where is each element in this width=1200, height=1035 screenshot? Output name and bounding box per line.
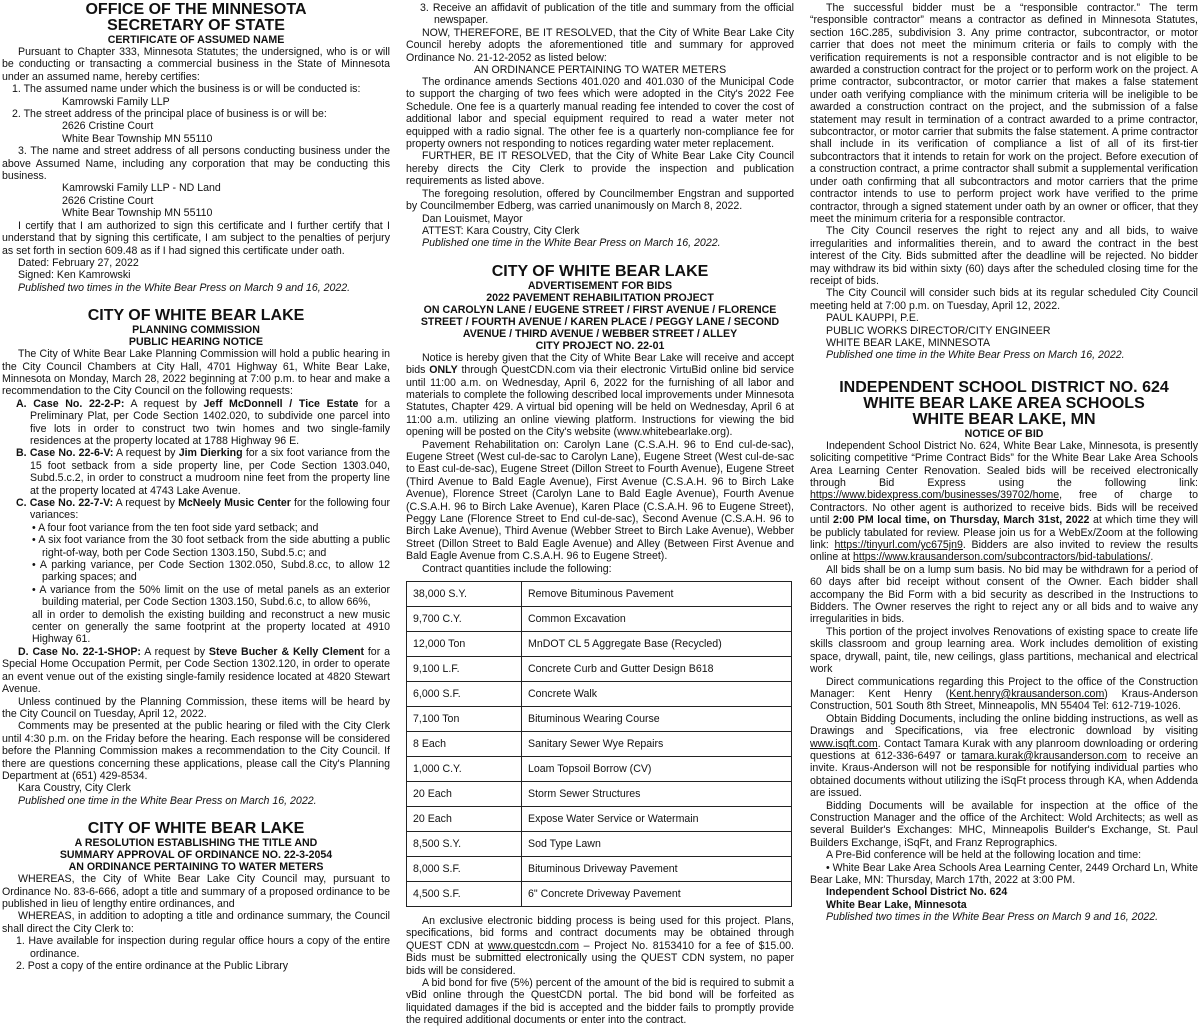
table-row <box>407 682 792 707</box>
table-row <box>407 882 792 907</box>
address-line: White Bear Township MN 55110 <box>62 207 213 220</box>
qty-cell: 7,100 Ton <box>407 707 522 732</box>
item-cell: MnDOT CL 5 Aggregate Base (Recycled) <box>522 632 792 657</box>
qty-cell: 9,100 L.F. <box>407 657 522 682</box>
case-c-bullet: • A parking variance, per Code Section 1302.050, Subd.8.cc, to allow 12 parking spaces; and <box>32 559 390 584</box>
notice-subtitle: SUMMARY APPROVAL OF ORDINANCE NO. 22-3-2054 <box>59 849 333 862</box>
case-c-summary: all in order to demolish the existing building and reconstruct a new music center on generally the same footprint at the property located at 4910 Highway 61. <box>32 608 390 646</box>
address-line: 2626 Cristine Court <box>62 120 154 133</box>
item-cell: Bituminous Wearing Course <box>522 707 792 732</box>
bid-tabulations-link[interactable]: https://www.krausanderson.com/subcontractors/bid-tabulations/ <box>853 551 1151 564</box>
qty-cell: 8,500 S.Y. <box>407 832 522 857</box>
qty-cell: 8 Each <box>407 732 522 757</box>
item-cell: Expose Water Service or Watermain <box>522 807 792 832</box>
paragraph: Pursuant to Chapter 333, Minnesota Statutes; the undersigned, who is or will be conducting or transacting a commercial business in the State of Minnesota under an assumed name, hereby certifies: <box>2 46 390 83</box>
table-row <box>407 657 792 682</box>
item-cell: Loam Topsoil Borrow (CV) <box>522 757 792 782</box>
attest-line: ATTEST: Kara Coustry, City Clerk <box>422 224 580 237</box>
kent-henry-email-link[interactable]: Kent.henry@krausanderson.com <box>949 687 1105 700</box>
publication-note: Published one time in the White Bear Press on March 16, 2022. <box>826 349 1125 362</box>
table-row <box>407 832 792 857</box>
notice-subtitle: ON CAROLYN LANE / EUGENE STREET / FIRST AVENUE / FLORENCE <box>423 303 777 316</box>
questcdn-link[interactable]: www.questcdn.com <box>487 939 580 952</box>
notice-title: CITY OF WHITE BEAR LAKE <box>491 262 709 280</box>
bidexpress-link[interactable]: https://www.bidexpress.com/businesses/39702/home <box>810 489 1060 502</box>
paragraph: I certify that I am authorized to sign this certificate and I further certify that I understand that by signing this certificate, I am subject to the penalties of perjury as set forth in section 609.48 as if I had signed this certificate under oath. <box>2 219 390 257</box>
notice-subtitle: A RESOLUTION ESTABLISHING THE TITLE AND <box>74 837 318 850</box>
case-c-bullet: • A four foot variance from the ten foot side yard setback; and <box>32 521 319 534</box>
paragraph: Unless continued by the Planning Commission, these items will be heard by the City Council on Tuesday, April 12, 2022. <box>2 695 390 720</box>
column-1 <box>2 2 390 1035</box>
qty-cell: 4,500 S.F. <box>407 882 522 907</box>
qty-cell: 20 Each <box>407 782 522 807</box>
notice-subtitle: PLANNING COMMISSION <box>132 324 260 337</box>
paragraph: All bids shall be on a lump sum basis. No bid may be withdrawn for a period of 60 days after bid receipt without consent of the Owner. Each bidder shall accompany the Bid Form with a bid security as described in the Instructions to Bidders. The Owner reserves the right to reject any or all bids and to waive any irregularities in bids. <box>810 563 1198 626</box>
signed-line: Signed: Ken Kamrowski <box>18 269 131 282</box>
address-line: Kamrowski Family LLP <box>62 95 170 108</box>
dated-line: Dated: February 27, 2022 <box>18 256 139 269</box>
paragraph: Independent School District No. 624, White Bear Lake, Minnesota, is presently soliciting competitive “Prime Contract Bids” for the White Bear Lake Area Schools Area Learning Center Renovation. Sealed bids will be received electronically through Bid Express using the following link: https://www.bidexpress.com/businesses/39702/home, free of charge to Contractors. No other agent is authorized to receive bids. Bids will be received until 2:00 PM local time, on Thursday, March 31st, 2022 at which time they will be publicly tabulated for review. Please join us for a WebEx/Zoom at the following link: https://tinyurl.com/yc675jn9. Bidders are also invited to review the results online at https://www.krausanderson.com/subcontractors/bid-tabulations/. <box>810 439 1198 564</box>
publication-note: Published two times in the White Bear Press on March 9 and 16, 2022. <box>18 281 351 294</box>
signature-line: PAUL KAUPPI, P.E. <box>826 312 919 325</box>
list-item: 2. Post a copy of the entire ordinance at the Public Library <box>16 960 289 972</box>
item-cell: Bituminous Driveway Pavement <box>522 857 792 882</box>
item-cell: 6" Concrete Driveway Pavement <box>522 882 792 907</box>
qty-cell: 38,000 S.Y. <box>407 582 522 607</box>
notice-secretary-of-state <box>2 2 390 294</box>
list-item: 3. Receive an affidavit of publication of the title and summary from the official newspaper. <box>420 2 794 27</box>
paragraph: The City of White Bear Lake Planning Commission will hold a public hearing in the City Council Chambers at City Hall, 4701 Highway 61, White Bear Lake, Minnesota on Monday, March 28, 2022 beginning at 7:00 p.m. to hear and make a recommendation to the City Council on the following requests: <box>2 348 390 398</box>
paragraph: Obtain Bidding Documents, including the online bidding instructions, as well as Drawings and Specifications, via free electronic download by visiting www.isqft.com. Contact Tamara Kurak with any planroom downloading or ordering questions at 612-336-6497 or tamara.kurak@krausanderson.com to receive an invite. Kraus-Anderson will not be responsible for notifying individual parties who obtained documents without utilizing the iSqFt process through KA, when Addenda are issued. <box>810 712 1198 800</box>
paragraph: Pavement Rehabilitation on: Carolyn Lane (C.S.A.H. 96 to End cul-de-sac), Eugene Street (West cul-de-sac to Carolyn Lane), Eugene Street (West cul-de-sac to East cul-de-sac), Eugene Street (Dillon Street to Fourth Avenue), Eugene Street (Third Avenue to Bald Eagle Avenue), First Avenue (C.S.A.H. 96 to Birch Lake Avenue), Florence Street (Carolyn Lane to Bald Eagle Avenue), Fourth Avenue (C.S.A.H. 96 to Birch Lake Avenue), Karen Place (C.S.A.H. 96 to Eugene Street), Peggy Lane (Florence Street to End cul-de-sac), Second Avenue (C.S.A.H. 96 to Birch Lake Avenue), Third Avenue (Webber Street to Birch Lake Avenue), Webber Street (Dillon Street to Bald Eagle Avenue) and Alley (Between First Avenue and Bald Eagle Avenue from C.S.A.H. 96 to Eugene Street). <box>406 438 794 563</box>
table-row <box>407 732 792 757</box>
table-row <box>407 757 792 782</box>
paragraph: A bid bond for five (5%) percent of the amount of the bid is required to submit a vBid online through the QuestCDN portal. The bid bond will be forfeited as liquidated damages if the bid is accepted and the bidder fails to promptly provide the required additional documents or enter into the contract. <box>406 977 794 1027</box>
signature-line: PUBLIC WORKS DIRECTOR/CITY ENGINEER <box>826 324 1051 337</box>
paragraph: Notice is hereby given that the City of White Bear Lake will receive and accept bids ONLY through QuestCDN.com via their electronic VirtuBid online bid service until 11:00 a.m. on Wednesday, April 6, 2022 for the furnishing of all labor and materials to complete the following described local improvements under Minnesota Statutes, Chapter 429. A virtual bid opening will be held on Wednesday, April 6 at 11:00 a.m. utilizing an online viewing platform. Instructions for viewing the bid opening will be posted on the City's website (www.whitebearlake.org). <box>406 351 794 439</box>
mayor-line: Dan Louismet, Mayor <box>422 212 523 225</box>
notice-school-district-bid <box>810 380 1198 924</box>
signature-line: WHITE BEAR LAKE, MINNESOTA <box>826 336 991 349</box>
ordinance-title: AN ORDINANCE PERTAINING TO WATER METERS <box>473 64 727 77</box>
signature-line: White Bear Lake, Minnesota <box>826 898 967 911</box>
paragraph: WHEREAS, the City of White Bear Lake City Council may, pursuant to Ordinance No. 83-6-666, adopt a title and summary of a proposed ordinance to be published in lieu of lengthy entire ordinances, and <box>2 873 390 910</box>
qty-cell: 12,000 Ton <box>407 632 522 657</box>
notice-subtitle: AVENUE / THIRD AVENUE / WEBBER STREET / ALLEY <box>462 327 738 340</box>
publication-note: Published one time in the White Bear Press on March 16, 2022. <box>422 237 721 250</box>
qty-cell: 9,700 C.Y. <box>407 607 522 632</box>
paragraph: The City Council reserves the right to reject any and all bids, to waive irregularities and informalities therein, and to award the contract in the best interest of the City. Bids submitted after the deadline will be rejected. No bidder may withdraw its bid within sixty (60) days after the scheduled closing time for the receipt of bids. <box>810 225 1198 287</box>
list-item: 1. The assumed name under which the business is or will be conducted is: <box>12 83 361 96</box>
contract-quantities-table <box>406 581 792 907</box>
list-item: 2. The street address of the principal place of business is or will be: <box>12 108 327 121</box>
notice-title: SECRETARY OF STATE <box>107 17 285 34</box>
publication-note: Published two times in the White Bear Press on March 9 and 16, 2022. <box>826 911 1159 924</box>
column-2 <box>406 2 794 1035</box>
item-cell: Sanitary Sewer Wye Repairs <box>522 732 792 757</box>
notice-subtitle: CERTIFICATE OF ASSUMED NAME <box>107 34 285 46</box>
paragraph: FURTHER, BE IT RESOLVED, that the City of White Bear Lake City Council hereby directs the City Clerk to provide the inspection and publication requirements as listed above. <box>406 150 794 188</box>
list-item: • White Bear Lake Area Schools Area Learning Center, 2449 Orchard Ln, White Bear Lake, MN: Thursday, March 17th, 2022 at 3:00 PM. <box>810 861 1198 886</box>
item-cell: Remove Bituminous Pavement <box>522 582 792 607</box>
case-d: D. Case No. 22-1-SHOP: A request by Steve Bucher & Kelly Clement for a Special Home Occupation Permit, per Code Section 1302.120, in order to operate an event venue out of the existing single-family residence located at 4820 Stewart Avenue. <box>2 645 390 696</box>
notice-resolution-continued <box>406 2 794 250</box>
notice-title: WHITE BEAR LAKE, MN <box>912 410 1096 428</box>
paragraph: The successful bidder must be a “responsible contractor.” The term “responsible contractor” means a contractor as defined in Minnesota Statutes, section 16C.285, subdivision 3. Any prime contractor, subcontractor, or motor carrier that does not meet the minimum criteria or fails to comply with the verification requirements is not a responsible contractor and is not eligible to be awarded a construction contract for the project or to perform work on the project. A prime contractor, subcontractor, or motor carrier that makes a false statement under oath verifying compliance with the minimum criteria will be ineligible to be awarded a construction contract on the project, and the submission of a false statement may result in termination of a contract awarded to a prime contractor, subcontractor, or motor carrier that submits the false statement. A prime contractor shall include in its verification of compliance a list of all of its first-tier subcontractors that it intends to retain for work on the project. Before execution of a construction contract, a prime contractor shall submit a supplemental verification under oath confirming that all subcontractors and motor carriers that the prime contractor intends to use to perform project work have verified to the prime contractor, through a signed statement under oath by an owner or officer, that they meet the minimum criteria for a responsible contractor. <box>810 2 1198 225</box>
notice-planning-commission <box>2 308 390 807</box>
qty-cell: 6,000 S.F. <box>407 682 522 707</box>
table-row <box>407 632 792 657</box>
table-row <box>407 582 792 607</box>
case-c: C. Case No. 22-7-V: A request by McNeely Music Center for the following four variances: <box>16 497 390 522</box>
notice-subtitle: AN ORDINANCE PERTAINING TO WATER METERS <box>68 861 324 874</box>
paragraph: This portion of the project involves Renovations of existing space to create life skills classroom and group learning area. Work includes demolition of existing space, drywall, paint, tile, new ceilings, glass partitions, mechanical and electrical work <box>810 625 1198 676</box>
paragraph: Bidding Documents will be available for inspection at the office of the Construction Manager and the office of the Architect: Wold Architects; as well as several Builder's Exchanges: MHC, Minneapolis Builder's Exchange, St. Paul Builders Exchange, iSqFt, and Franz Reprographics. <box>810 799 1198 849</box>
table-row <box>407 857 792 882</box>
item-cell: Concrete Walk <box>522 682 792 707</box>
item-cell: Common Excavation <box>522 607 792 632</box>
paragraph: An exclusive electronic bidding process is being used for this project. Plans, specifications, bid forms and contract documents may be obtained through QUEST CDN at www.questcdn.com – Project No. 8153410 for a fee of $15.00. Bids must be submitted electronically using the QUEST CDN system, no paper bids will be considered. <box>406 915 794 977</box>
notice-title: WHITE BEAR LAKE AREA SCHOOLS <box>863 394 1145 412</box>
notice-title: CITY OF WHITE BEAR LAKE <box>87 820 305 838</box>
paragraph: The foregoing resolution, offered by Councilmember Engstran and supported by Councilmember Edberg, was carried unanimously on March 8, 2022. <box>406 187 794 213</box>
notice-subtitle: 2022 PAVEMENT REHABILITATION PROJECT <box>486 291 714 304</box>
notice-resolution <box>2 821 390 972</box>
qty-cell: 1,000 C.Y. <box>407 757 522 782</box>
paragraph: The City Council will consider such bids at its regular scheduled City Council meeting held at 7:00 p.m. on Tuesday, April 12, 2022. <box>810 287 1198 312</box>
item-cell: Sod Type Lawn <box>522 832 792 857</box>
address-line: Kamrowski Family LLP - ND Land <box>62 182 221 195</box>
address-line: 2626 Cristine Court <box>62 194 154 207</box>
table-row <box>407 607 792 632</box>
signer: Kara Coustry, City Clerk <box>18 782 131 795</box>
case-b: B. Case No. 22-6-V: A request by Jim Dierking for a six foot variance from the 15 foot setback from a side property line, per Code Section 1303.040, Subd.5.c.2, in order to construct a mudroom nine feet from the property line at the property located at 4743 Lake Avenue. <box>16 447 390 497</box>
case-a: A. Case No. 22-2-P: A request by Jeff McDonnell / Tice Estate for a Preliminary Plat, per Code Section 1402.020, to subdivide one parcel into five lots in order to construct two twin homes and two single-family residences at the property located at 1788 Highway 96 E. <box>16 397 390 447</box>
paragraph: NOW, THEREFORE, BE IT RESOLVED, that the City of White Bear Lake City Council hereby adopts the aforementioned title and summary for approved Ordinance No. 21-12-2052 as listed below: <box>406 26 794 64</box>
notice-advertisement-for-bids <box>406 264 794 1027</box>
qty-cell: 8,000 S.F. <box>407 857 522 882</box>
notice-title: CITY OF WHITE BEAR LAKE <box>87 307 305 325</box>
notice-subtitle: NOTICE OF BID <box>964 427 1044 440</box>
notice-advertisement-for-bids-continued <box>810 2 1198 362</box>
paragraph: The ordinance amends Sections 401.020 and 401.030 of the Municipal Code to support the charging of two fees which were adopted in the City's 2022 Fee Schedule. One fee is a quarterly manual reading fee intended to cover the cost of additional labor and special equipment required to read a water meter not equipped with a radio signal. The other fee is a quarterly non-compliance fee for property owners not responding to notices regarding water meter replacement. <box>406 76 794 151</box>
column-3 <box>810 2 1198 1035</box>
item-cell: Concrete Curb and Gutter Design B618 <box>522 657 792 682</box>
list-item: 3. The name and street address of all persons conducting business under the above Assumed Name, including any corporation that may be conducting this business. <box>2 145 390 183</box>
isqft-link[interactable]: www.isqft.com <box>810 737 878 750</box>
notice-title: OFFICE OF THE MINNESOTA <box>85 2 307 18</box>
paragraph: WHEREAS, in addition to adopting a title and ordinance summary, the Council shall direct the City Clerk to: <box>2 910 390 935</box>
notice-subtitle: ADVERTISEMENT FOR BIDS <box>527 279 673 292</box>
item-cell: Storm Sewer Structures <box>522 782 792 807</box>
case-c-bullet: • A six foot variance from the 30 foot setback from the side abutting a public right-of-way, both per Code Section 1303.150, Subd.5.c; and <box>32 534 390 559</box>
notice-title: INDEPENDENT SCHOOL DISTRICT NO. 624 <box>839 378 1169 396</box>
paragraph: Comments may be presented at the public hearing or filed with the City Clerk until 4:30 p.m. on the Friday before the hearing. Each response will be considered before the Planning Commission makes a recommendation to the City Council. If there are questions concerning these applications, please call the City's Planning Department at (651) 429-8534. <box>2 720 390 782</box>
paragraph: Direct communications regarding this Project to the office of the Construction Manager: Kent Henry (Kent.henry@krausanderson.com) Kraus-Anderson Construction, 501 South 8th Street, Minneapolis, MN 55404 Tel: 612-719-1026. <box>810 675 1198 713</box>
table-row <box>407 807 792 832</box>
tamara-kurak-email-link[interactable]: tamara.kurak@krausanderson.com <box>961 749 1127 762</box>
list-item: 1. Have available for inspection during regular office hours a copy of the entire ordinance. <box>16 935 390 960</box>
case-c-bullet: • A variance from the 50% limit on the use of metal panels as an exterior building material, per Code Section 1303.150, Subd.6.c, to allow 66%, <box>32 583 390 609</box>
webex-link[interactable]: https://tinyurl.com/yc675jn9 <box>834 539 963 552</box>
notice-subtitle: PUBLIC HEARING NOTICE <box>128 336 264 349</box>
signature-line: Independent School District No. 624 <box>826 886 1008 899</box>
paragraph: Contract quantities include the following: <box>422 562 612 575</box>
notice-subtitle: CITY PROJECT NO. 22-01 <box>535 339 665 352</box>
publication-note: Published one time in the White Bear Press on March 16, 2022. <box>18 794 317 807</box>
notice-subtitle: STREET / FOURTH AVENUE / KAREN PLACE / PEGGY LANE / SECOND <box>420 315 780 328</box>
paragraph: A Pre-Bid conference will be held at the following location and time: <box>826 849 1142 862</box>
table-row <box>407 782 792 807</box>
address-line: White Bear Township MN 55110 <box>62 132 213 145</box>
qty-cell: 20 Each <box>407 807 522 832</box>
table-row <box>407 707 792 732</box>
